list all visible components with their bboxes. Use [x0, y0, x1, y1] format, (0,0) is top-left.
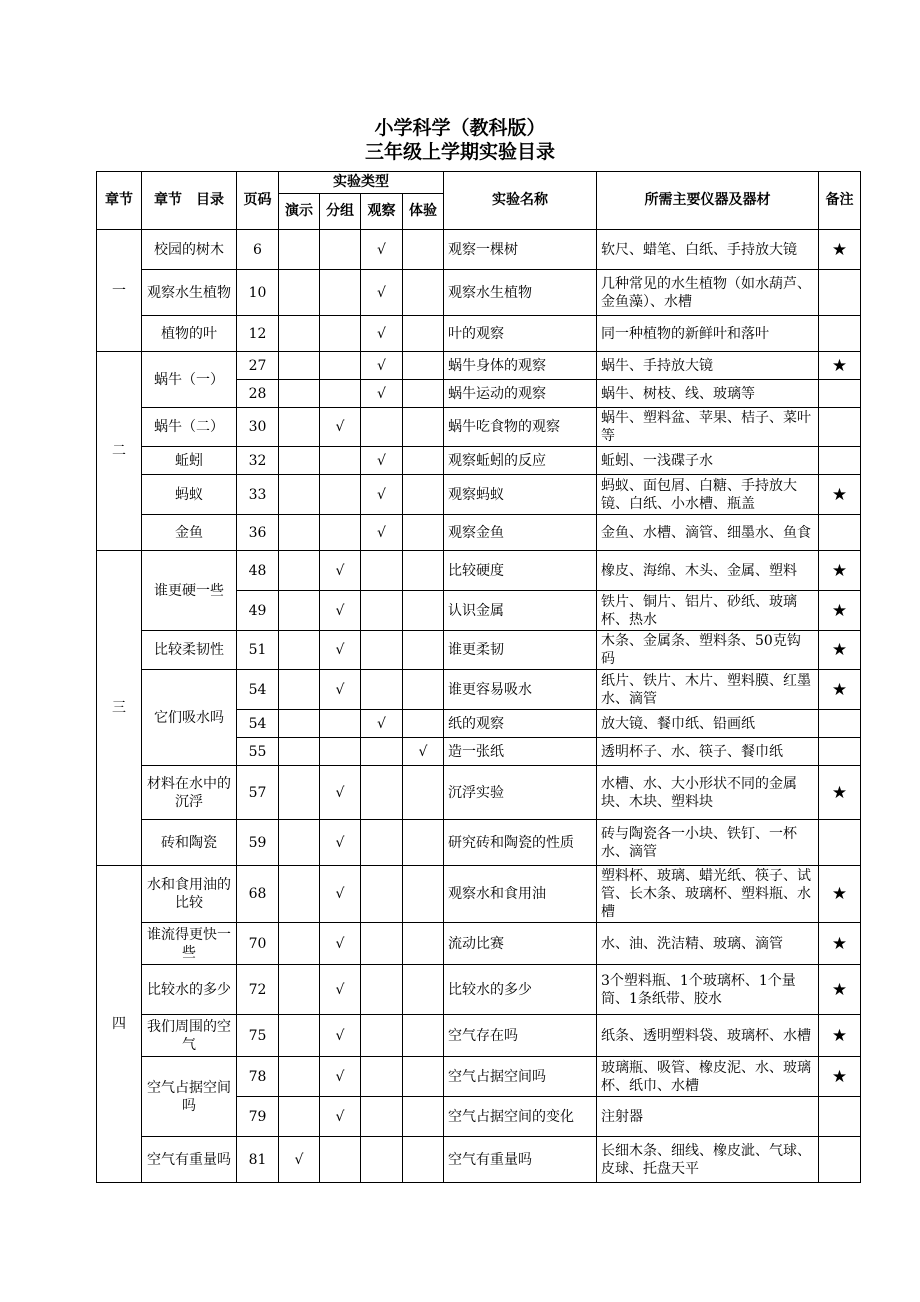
note-cell [819, 670, 861, 710]
experiment-name-cell: 流动比赛 [444, 923, 597, 965]
page-cell: 78 [237, 1057, 279, 1097]
type-demo-cell [279, 230, 320, 270]
experiment-name-cell: 蜗牛吃食物的观察 [444, 408, 597, 447]
note-cell [819, 447, 861, 475]
equipment-cell: 纸条、透明塑料袋、玻璃杯、水槽 [597, 1015, 819, 1057]
check-mark: √ [335, 642, 345, 658]
section-cell: 蜗牛（一） [142, 352, 237, 408]
type-group-cell [320, 738, 361, 766]
note-cell [819, 408, 861, 447]
star-icon: ★ [831, 979, 848, 1000]
section-cell: 比较柔韧性 [142, 631, 237, 670]
experiment-name-cell: 观察水和食用油 [444, 866, 597, 923]
type-experience-cell [403, 515, 444, 551]
type-group-cell [320, 766, 361, 820]
equipment-cell: 纸片、铁片、木片、塑料膜、红墨水、滴管 [597, 670, 819, 710]
note-cell [819, 631, 861, 670]
type-experience-cell [403, 551, 444, 591]
type-experience-cell [403, 591, 444, 631]
header-equipment: 所需主要仪器及器材 [597, 172, 819, 230]
page-cell: 75 [237, 1015, 279, 1057]
page-cell: 10 [237, 270, 279, 316]
note-cell [819, 1097, 861, 1137]
type-observe-cell [361, 380, 403, 408]
page-cell: 70 [237, 923, 279, 965]
page-cell: 6 [237, 230, 279, 270]
experiment-name-cell: 观察金鱼 [444, 515, 597, 551]
check-mark: √ [335, 1027, 345, 1044]
experiment-name-cell: 纸的观察 [444, 710, 597, 738]
type-experience-cell [403, 475, 444, 515]
type-group-cell [320, 475, 361, 515]
note-cell [819, 380, 861, 408]
type-demo-cell [279, 1015, 320, 1057]
type-observe-cell [361, 447, 403, 475]
section-cell: 砖和陶瓷 [142, 820, 237, 866]
note-cell [819, 515, 861, 551]
note-cell [819, 475, 861, 515]
experiment-name-cell: 造一张纸 [444, 738, 597, 766]
type-experience-cell [403, 270, 444, 316]
section-cell: 水和食用油的比较 [142, 866, 237, 923]
equipment-cell: 注射器 [597, 1097, 819, 1137]
type-experience-cell [403, 670, 444, 710]
type-demo-cell [279, 710, 320, 738]
check-mark: √ [377, 284, 386, 301]
table-row [97, 316, 861, 352]
type-observe-cell [361, 738, 403, 766]
type-group-cell [320, 923, 361, 965]
equipment-cell: 水槽、水、大小形状不同的金属块、木块、塑料块 [597, 766, 819, 820]
star-icon: ★ [831, 484, 848, 505]
experiment-name-cell: 观察一棵树 [444, 230, 597, 270]
equipment-cell: 3个塑料瓶、1个玻璃杯、1个量筒、1条纸带、胶水 [597, 965, 819, 1015]
experiment-name-cell: 空气占据空间吗 [444, 1057, 597, 1097]
type-demo-cell [279, 923, 320, 965]
check-mark: √ [377, 524, 386, 541]
document-subtitle: 三年级上学期实验目录 [364, 141, 555, 163]
star-icon: ★ [831, 679, 848, 700]
type-demo-cell [279, 408, 320, 447]
section-cell: 校园的树木 [142, 230, 237, 270]
equipment-cell: 塑料杯、玻璃、蜡光纸、筷子、试管、长木条、玻璃杯、塑料瓶、水槽 [597, 866, 819, 923]
type-group-cell [320, 670, 361, 710]
type-experience-cell [403, 866, 444, 923]
type-demo-cell [279, 352, 320, 380]
star-icon: ★ [831, 600, 848, 621]
title-block [0, 116, 920, 164]
note-cell [819, 551, 861, 591]
check-mark: √ [377, 325, 386, 342]
type-observe-cell [361, 1097, 403, 1137]
check-mark: √ [335, 784, 345, 801]
experiment-name-cell: 比较硬度 [444, 551, 597, 591]
type-observe-cell [361, 965, 403, 1015]
table-row [97, 1057, 861, 1097]
equipment-cell: 玻璃瓶、吸管、橡皮泥、水、玻璃杯、纸巾、水槽 [597, 1057, 819, 1097]
type-observe-cell [361, 230, 403, 270]
table-row [97, 475, 861, 515]
star-icon: ★ [831, 884, 848, 904]
star-icon: ★ [831, 782, 848, 803]
star-icon: ★ [831, 640, 848, 660]
page-cell: 68 [237, 866, 279, 923]
check-mark: √ [335, 562, 345, 579]
table-row [97, 1015, 861, 1057]
equipment-cell: 水、油、洗洁精、玻璃、滴管 [597, 923, 819, 965]
chapter-cell: 二 [97, 352, 142, 551]
type-demo-cell [279, 475, 320, 515]
experiment-name-cell: 蜗牛运动的观察 [444, 380, 597, 408]
table-row [97, 230, 861, 270]
check-mark: √ [294, 1151, 304, 1168]
check-mark: √ [335, 1108, 345, 1125]
table-row [97, 820, 861, 866]
check-mark: √ [335, 1068, 345, 1085]
header-type-demo: 演示 [279, 194, 320, 230]
type-observe-cell [361, 631, 403, 670]
note-cell [819, 923, 861, 965]
type-demo-cell [279, 670, 320, 710]
check-mark: √ [335, 681, 345, 698]
table-header [97, 172, 861, 230]
equipment-cell: 蚂蚁、面包屑、白糖、手持放大镜、白纸、小水槽、瓶盖 [597, 475, 819, 515]
check-mark: √ [335, 981, 345, 998]
type-experience-cell [403, 380, 444, 408]
check-mark: √ [335, 935, 345, 952]
equipment-cell: 软尺、蜡笔、白纸、手持放大镜 [597, 230, 819, 270]
page-cell: 59 [237, 820, 279, 866]
experiment-name-cell: 观察蚯蚓的反应 [444, 447, 597, 475]
header-name: 实验名称 [444, 172, 597, 230]
type-observe-cell [361, 475, 403, 515]
type-observe-cell [361, 766, 403, 820]
experiment-name-cell: 空气存在吗 [444, 1015, 597, 1057]
document-title: 小学科学（教科版） [374, 117, 546, 139]
equipment-cell: 铁片、铜片、铝片、砂纸、玻璃杯、热水 [597, 591, 819, 631]
page-cell: 36 [237, 515, 279, 551]
type-demo-cell [279, 447, 320, 475]
type-experience-cell [403, 1057, 444, 1097]
page-cell: 48 [237, 551, 279, 591]
type-group-cell [320, 515, 361, 551]
check-mark: √ [335, 602, 345, 619]
type-experience-cell [403, 710, 444, 738]
type-group-cell [320, 352, 361, 380]
check-mark: √ [377, 241, 386, 258]
experiment-name-cell: 沉浮实验 [444, 766, 597, 820]
table-row [97, 965, 861, 1015]
type-group-cell [320, 270, 361, 316]
equipment-cell: 蜗牛、塑料盆、苹果、桔子、菜叶等 [597, 408, 819, 447]
check-mark: √ [335, 834, 345, 851]
page-cell: 57 [237, 766, 279, 820]
type-observe-cell [361, 866, 403, 923]
page-cell: 51 [237, 631, 279, 670]
check-mark: √ [335, 419, 345, 435]
type-demo-cell [279, 631, 320, 670]
header-type-group-exp: 分组 [320, 194, 361, 230]
star-icon: ★ [831, 1025, 848, 1046]
type-demo-cell [279, 965, 320, 1015]
type-group-cell [320, 230, 361, 270]
page-cell: 30 [237, 408, 279, 447]
table-row [97, 670, 861, 710]
note-cell [819, 591, 861, 631]
type-group-cell [320, 631, 361, 670]
type-observe-cell [361, 551, 403, 591]
type-group-cell [320, 820, 361, 866]
equipment-cell: 蜗牛、树枝、线、玻璃等 [597, 380, 819, 408]
type-group-cell [320, 447, 361, 475]
experiment-name-cell: 谁更容易吸水 [444, 670, 597, 710]
section-cell: 材料在水中的沉浮 [142, 766, 237, 820]
type-experience-cell [403, 316, 444, 352]
type-observe-cell [361, 1137, 403, 1183]
table-body [97, 230, 861, 1183]
type-group-cell [320, 380, 361, 408]
type-demo-cell [279, 1137, 320, 1183]
type-group-cell [320, 551, 361, 591]
note-cell [819, 352, 861, 380]
equipment-cell: 透明杯子、水、筷子、餐巾纸 [597, 738, 819, 766]
type-observe-cell [361, 591, 403, 631]
type-group-cell [320, 710, 361, 738]
type-experience-cell [403, 631, 444, 670]
type-demo-cell [279, 766, 320, 820]
table-row [97, 866, 861, 923]
section-cell: 植物的叶 [142, 316, 237, 352]
note-cell [819, 1057, 861, 1097]
type-demo-cell [279, 866, 320, 923]
equipment-cell: 几种常见的水生植物（如水葫芦、金鱼藻）、水槽 [597, 270, 819, 316]
section-cell: 金鱼 [142, 515, 237, 551]
chapter-cell: 一 [97, 230, 142, 352]
experiment-name-cell: 蜗牛身体的观察 [444, 352, 597, 380]
header-note: 备注 [819, 172, 861, 230]
star-icon: ★ [831, 1066, 848, 1087]
type-experience-cell [403, 1015, 444, 1057]
type-experience-cell [403, 408, 444, 447]
experiment-name-cell: 研究砖和陶瓷的性质 [444, 820, 597, 866]
note-cell [819, 1015, 861, 1057]
type-demo-cell [279, 380, 320, 408]
type-demo-cell [279, 316, 320, 352]
equipment-cell: 长细木条、细线、橡皮泚、气球、皮球、托盘天平 [597, 1137, 819, 1183]
header-type-group: 实验类型 [279, 172, 444, 194]
type-demo-cell [279, 515, 320, 551]
section-cell: 蚯蚓 [142, 447, 237, 475]
note-cell [819, 230, 861, 270]
page-cell: 54 [237, 710, 279, 738]
equipment-cell: 蜗牛、手持放大镜 [597, 352, 819, 380]
check-mark: √ [377, 715, 386, 732]
equipment-cell: 砖与陶瓷各一小块、铁钉、一杯水、滴管 [597, 820, 819, 866]
type-observe-cell [361, 923, 403, 965]
check-mark: √ [418, 743, 428, 760]
experiment-name-cell: 认识金属 [444, 591, 597, 631]
type-observe-cell [361, 820, 403, 866]
type-demo-cell [279, 551, 320, 591]
equipment-cell: 金鱼、水槽、滴管、细墨水、鱼食 [597, 515, 819, 551]
section-cell: 蜗牛（二） [142, 408, 237, 447]
experiment-name-cell: 空气有重量吗 [444, 1137, 597, 1183]
page-cell: 55 [237, 738, 279, 766]
type-observe-cell [361, 710, 403, 738]
table-row [97, 923, 861, 965]
equipment-cell: 同一种植物的新鲜叶和落叶 [597, 316, 819, 352]
star-icon: ★ [831, 560, 848, 581]
table-row [97, 408, 861, 447]
type-group-cell [320, 316, 361, 352]
experiment-name-cell: 谁更柔韧 [444, 631, 597, 670]
type-experience-cell [403, 1137, 444, 1183]
page-cell: 33 [237, 475, 279, 515]
note-cell [819, 820, 861, 866]
table-row [97, 352, 861, 380]
type-observe-cell [361, 316, 403, 352]
type-experience-cell [403, 820, 444, 866]
header-section: 章节 目录 [142, 172, 237, 230]
section-cell: 谁更硬一些 [142, 551, 237, 631]
type-group-cell [320, 1097, 361, 1137]
table-row [97, 631, 861, 670]
check-mark: √ [377, 357, 386, 374]
note-cell [819, 270, 861, 316]
type-group-cell [320, 591, 361, 631]
section-cell: 空气占据空间吗 [142, 1057, 237, 1137]
type-experience-cell [403, 230, 444, 270]
table-row [97, 1137, 861, 1183]
page-cell: 12 [237, 316, 279, 352]
type-group-cell [320, 408, 361, 447]
type-experience-cell [403, 738, 444, 766]
experiment-name-cell: 观察水生植物 [444, 270, 597, 316]
type-experience-cell [403, 352, 444, 380]
page-cell: 28 [237, 380, 279, 408]
page-cell: 49 [237, 591, 279, 631]
check-mark: √ [377, 385, 386, 402]
header-chapter: 章节 [97, 172, 142, 230]
type-group-cell [320, 866, 361, 923]
type-group-cell [320, 1057, 361, 1097]
table-row [97, 270, 861, 316]
equipment-cell: 橡皮、海绵、木头、金属、塑料 [597, 551, 819, 591]
type-demo-cell [279, 591, 320, 631]
star-icon: ★ [831, 239, 848, 260]
experiment-table [96, 171, 861, 1183]
type-observe-cell [361, 670, 403, 710]
type-group-cell [320, 1137, 361, 1183]
section-cell: 我们周围的空气 [142, 1015, 237, 1057]
equipment-cell: 放大镜、餐巾纸、铅画纸 [597, 710, 819, 738]
equipment-cell: 蚯蚓、一浅碟子水 [597, 447, 819, 475]
type-demo-cell [279, 270, 320, 316]
type-experience-cell [403, 1097, 444, 1137]
header-page: 页码 [237, 172, 279, 230]
experiment-name-cell: 空气占据空间的变化 [444, 1097, 597, 1137]
type-experience-cell [403, 923, 444, 965]
type-demo-cell [279, 1097, 320, 1137]
header-type-observe: 观察 [361, 194, 403, 230]
page-cell: 32 [237, 447, 279, 475]
note-cell [819, 866, 861, 923]
type-demo-cell [279, 820, 320, 866]
section-cell: 观察水生植物 [142, 270, 237, 316]
note-cell [819, 316, 861, 352]
page-cell: 79 [237, 1097, 279, 1137]
type-group-cell [320, 965, 361, 1015]
page-cell: 27 [237, 352, 279, 380]
section-cell: 空气有重量吗 [142, 1137, 237, 1183]
chapter-cell: 三 [97, 551, 142, 866]
note-cell [819, 710, 861, 738]
type-experience-cell [403, 447, 444, 475]
section-cell: 它们吸水吗 [142, 670, 237, 766]
experiment-name-cell: 叶的观察 [444, 316, 597, 352]
table-row [97, 447, 861, 475]
type-demo-cell [279, 738, 320, 766]
type-experience-cell [403, 766, 444, 820]
type-group-cell [320, 1015, 361, 1057]
note-cell [819, 738, 861, 766]
type-demo-cell [279, 1057, 320, 1097]
page-cell: 54 [237, 670, 279, 710]
type-observe-cell [361, 270, 403, 316]
table-row [97, 766, 861, 820]
chapter-cell: 四 [97, 866, 142, 1183]
section-cell: 谁流得更快一些 [142, 923, 237, 965]
section-cell: 比较水的多少 [142, 965, 237, 1015]
type-observe-cell [361, 1057, 403, 1097]
type-observe-cell [361, 515, 403, 551]
table-row [97, 551, 861, 591]
page-cell: 72 [237, 965, 279, 1015]
header-type-experience: 体验 [403, 194, 444, 230]
note-cell [819, 965, 861, 1015]
table-row [97, 515, 861, 551]
type-observe-cell [361, 408, 403, 447]
check-mark: √ [335, 886, 345, 902]
check-mark: √ [377, 452, 386, 469]
type-observe-cell [361, 352, 403, 380]
page-cell: 81 [237, 1137, 279, 1183]
star-icon: ★ [831, 355, 848, 376]
note-cell [819, 1137, 861, 1183]
type-observe-cell [361, 1015, 403, 1057]
star-icon: ★ [831, 933, 848, 954]
note-cell [819, 766, 861, 820]
experiment-name-cell: 观察蚂蚁 [444, 475, 597, 515]
equipment-cell: 木条、金属条、塑料条、50克钩码 [597, 631, 819, 670]
experiment-name-cell: 比较水的多少 [444, 965, 597, 1015]
type-experience-cell [403, 965, 444, 1015]
check-mark: √ [377, 486, 386, 503]
section-cell: 蚂蚁 [142, 475, 237, 515]
